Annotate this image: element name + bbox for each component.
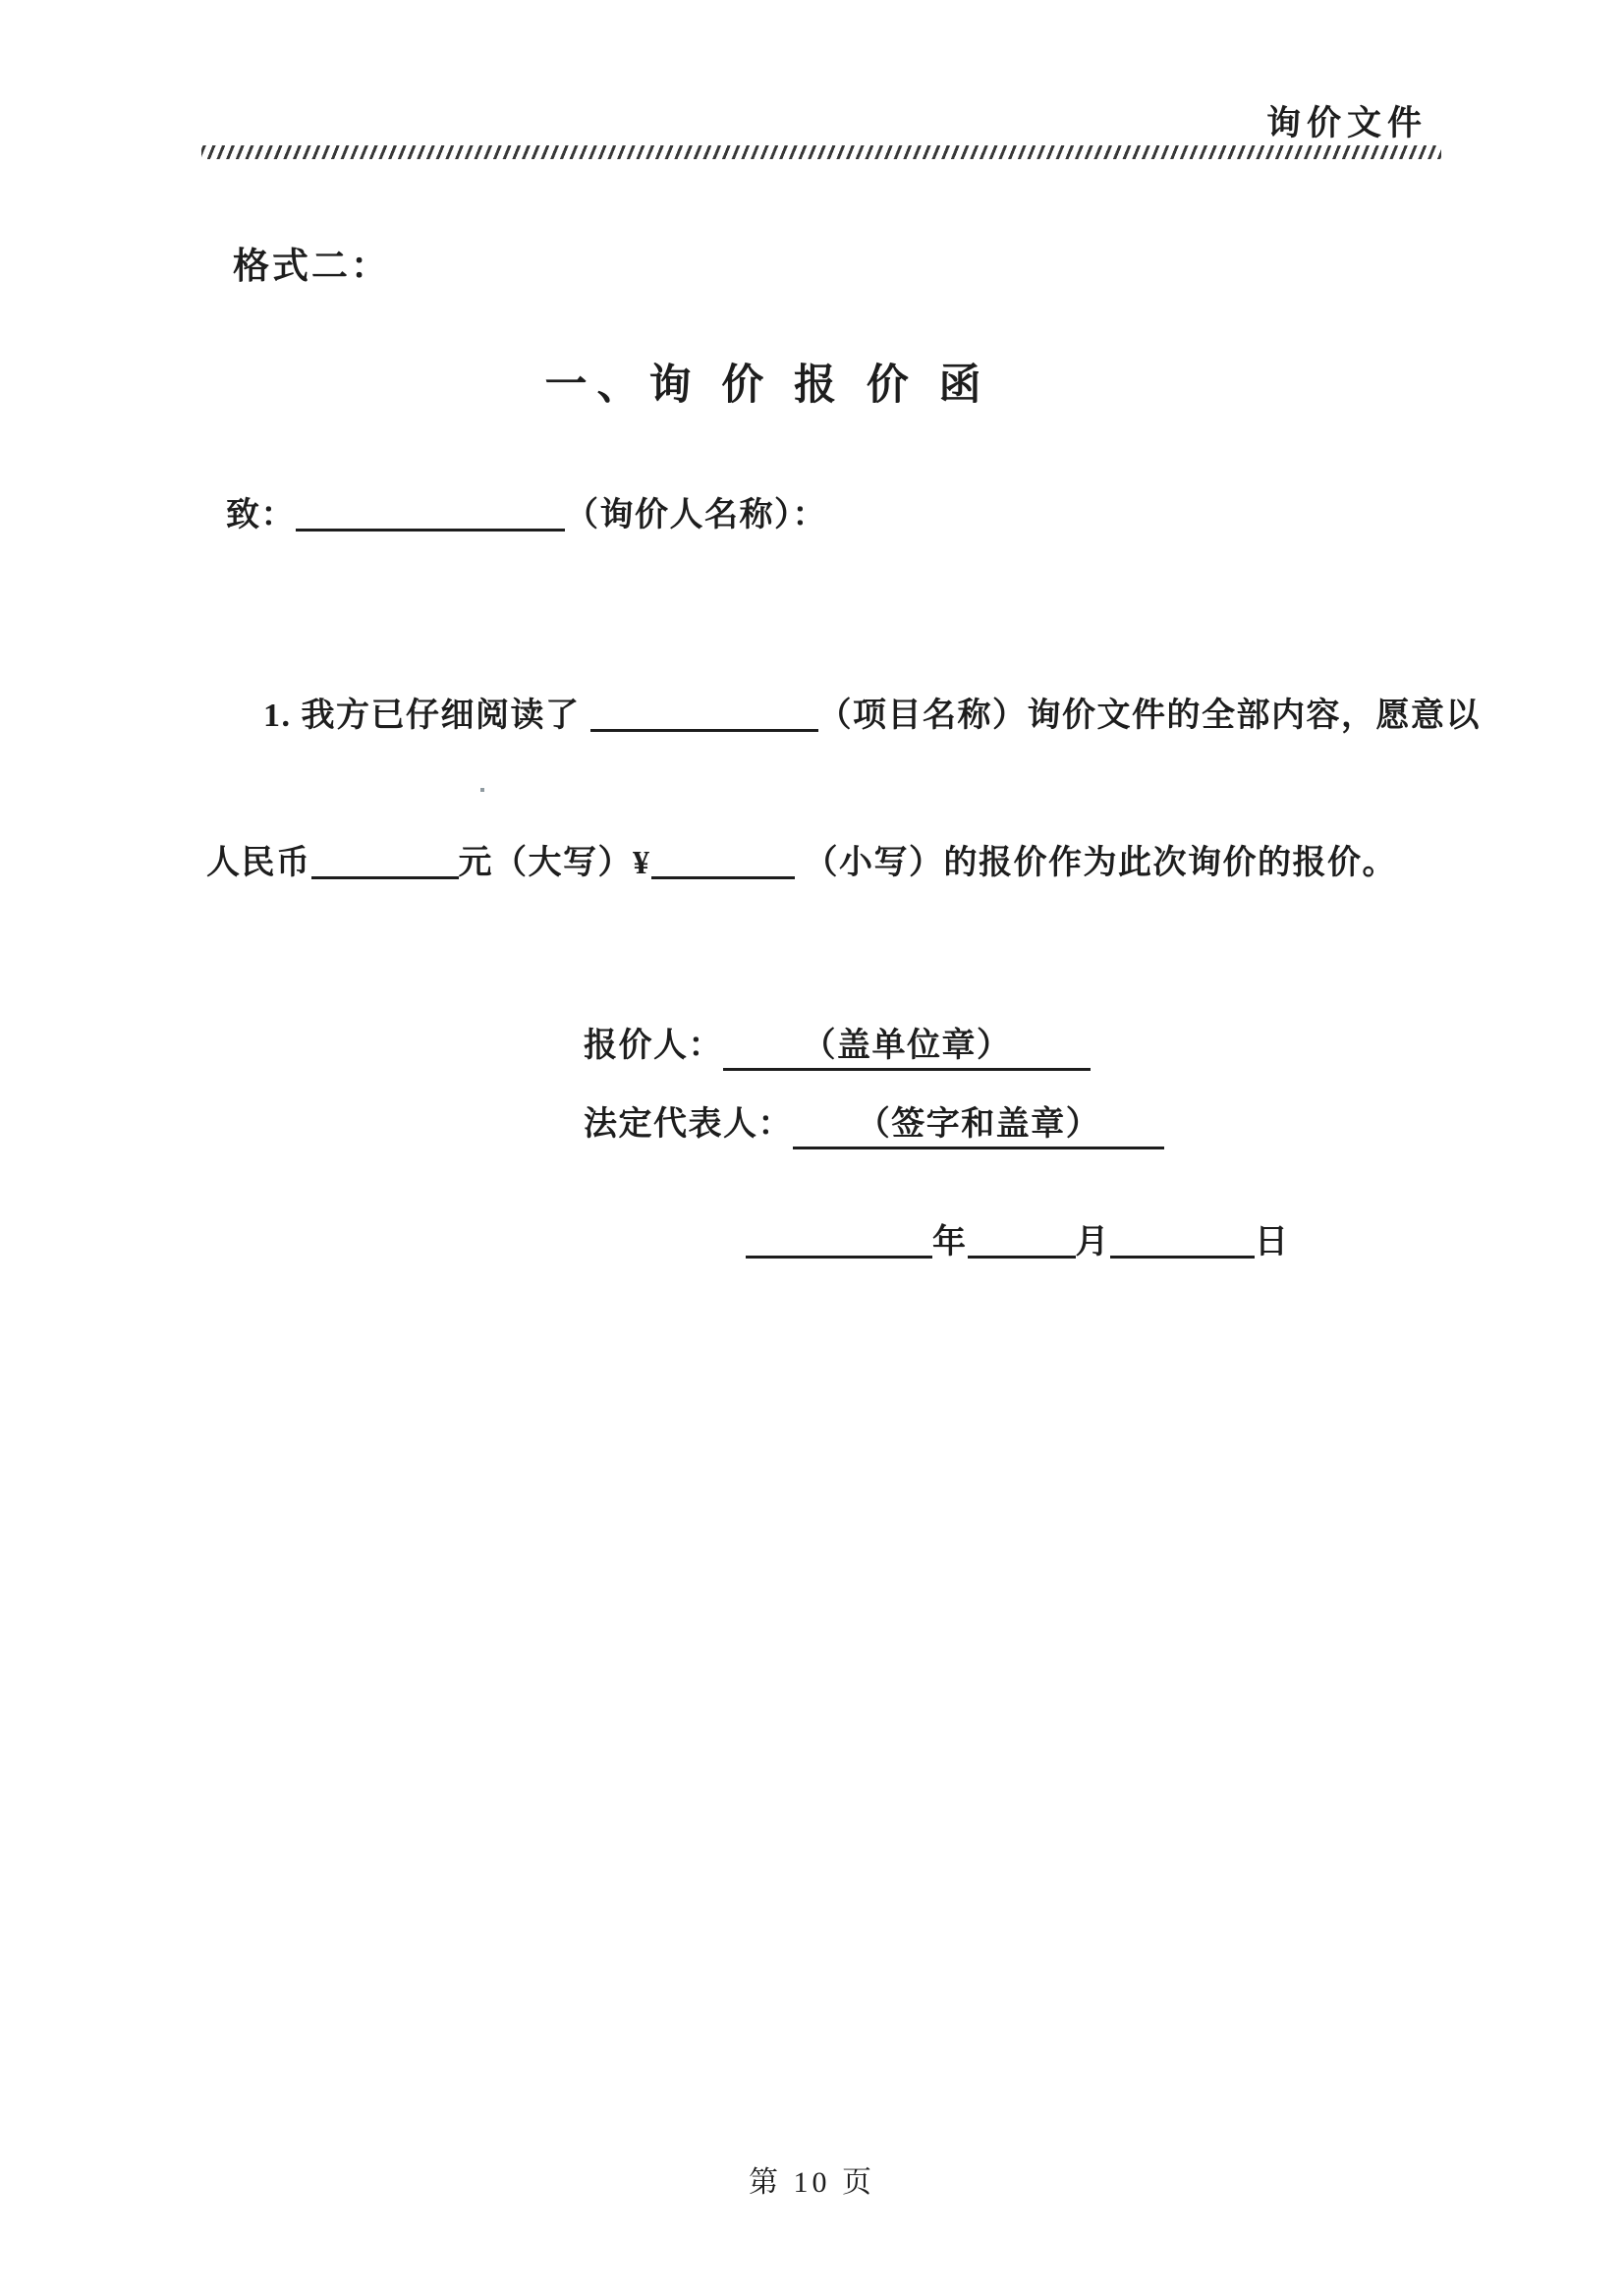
hatch-divider [201, 145, 1441, 159]
month-blank [968, 1226, 1076, 1259]
paragraph-2 [206, 835, 1397, 883]
inquirer-name-blank [296, 499, 565, 532]
bidder-label: 报价人： [584, 1028, 723, 1064]
year-blank [746, 1226, 932, 1259]
page-title: 一、询 价 报 价 函 [544, 363, 991, 409]
date-line [746, 1214, 1290, 1262]
bidder-seal-field: （盖单位章） [723, 1018, 1091, 1071]
project-name-blank [590, 700, 818, 732]
para1-text-before: 1. 我方已仔细阅读了 [263, 698, 581, 734]
salutation-suffix: （询价人名称）： [565, 497, 827, 533]
amount-in-figures-blank [651, 847, 795, 879]
para2-text-after: （小写）的报价作为此次询价的报价。 [804, 845, 1397, 881]
unit-and-currency-symbol: 元（大写）¥ [458, 845, 651, 881]
legal-rep-signature-field: （签字和盖章） [793, 1096, 1164, 1149]
day-label: 日 [1255, 1224, 1290, 1260]
day-blank [1110, 1226, 1255, 1259]
scan-artifact-speck [480, 788, 484, 792]
format-label: 格式二： [233, 247, 390, 287]
amount-in-words-blank [311, 847, 459, 879]
para1-text-after: （项目名称）询价文件的全部内容，愿意以 [817, 698, 1481, 734]
legal-rep-label: 法定代表人： [584, 1106, 793, 1143]
bidder-signature-line [584, 1018, 1091, 1071]
rmb-label: 人民币 [206, 845, 311, 881]
page-number: 第 10 页 [749, 2166, 875, 2199]
salutation-prefix: 致： [226, 497, 296, 533]
salutation-line [226, 487, 827, 535]
month-label: 月 [1075, 1224, 1110, 1260]
document-header-label: 询价文件 [1265, 104, 1428, 142]
year-label: 年 [932, 1224, 968, 1260]
paragraph-1 [263, 688, 1481, 736]
legal-rep-signature-line [584, 1096, 1164, 1149]
